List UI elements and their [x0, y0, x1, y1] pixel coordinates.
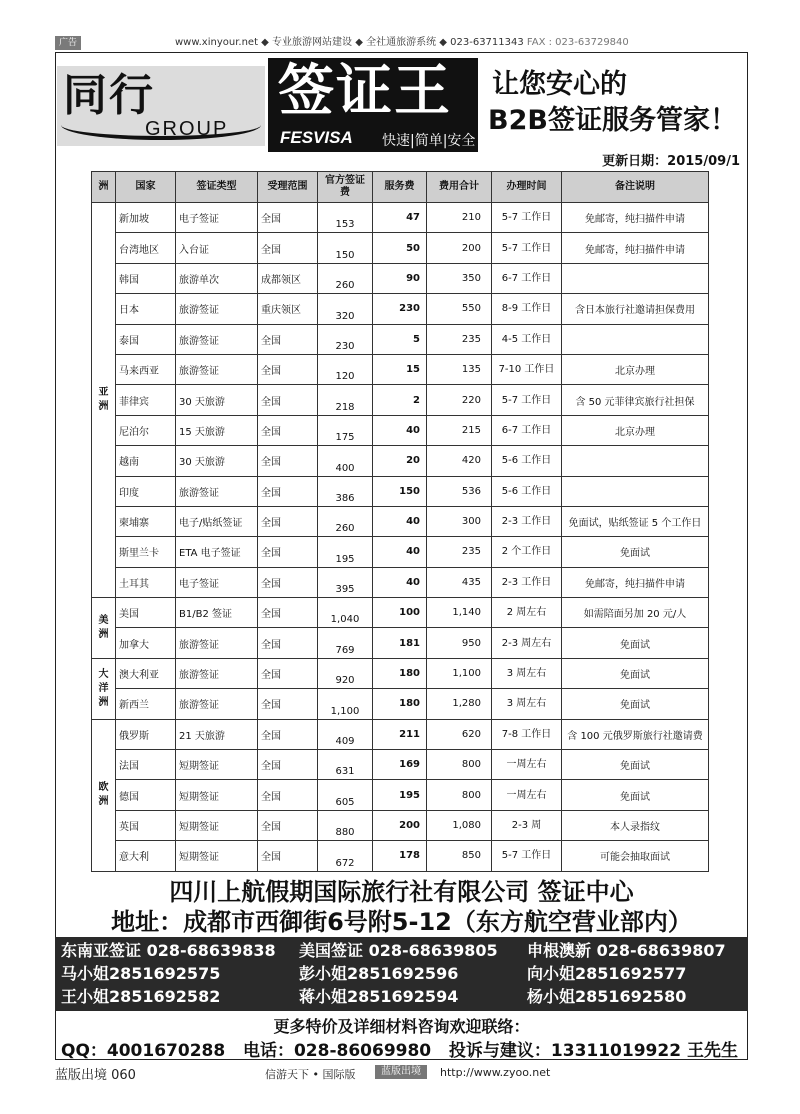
- cell-country: 法国: [116, 750, 176, 780]
- cell-notes: 北京办理: [562, 354, 709, 384]
- cell-total: 215: [427, 415, 492, 445]
- table-row: [92, 719, 709, 749]
- cell-official-fee: 175: [318, 415, 373, 445]
- cell-country: 越南: [116, 446, 176, 476]
- top-line-text: www.xinyour.net ◆ 专业旅游网站建设 ◆ 全社通旅游系统 ◆ 023-63711343: [175, 37, 524, 48]
- cell-service-fee: 169: [373, 750, 427, 780]
- cell-total: 220: [427, 385, 492, 415]
- page-number: 蓝版出境 060: [55, 1068, 136, 1083]
- cell-notes: [562, 476, 709, 506]
- cell-processing-time: 6-7 工作日: [492, 263, 562, 293]
- cell-total: 350: [427, 263, 492, 293]
- cell-official-fee: 769: [318, 628, 373, 658]
- footer-contact: [55, 1012, 748, 1060]
- cell-service-fee: 40: [373, 567, 427, 597]
- table-row: [92, 415, 709, 445]
- cell-visa-type: 电子签证: [176, 567, 258, 597]
- cell-total: 850: [427, 841, 492, 871]
- cell-processing-time: 2 周左右: [492, 598, 562, 628]
- cell-official-fee: 672: [318, 841, 373, 871]
- contact-person: 马小姐2851692575: [61, 964, 221, 983]
- footer-publication: 信游天下 • 国际版: [265, 1068, 356, 1081]
- cell-country: 马来西亚: [116, 354, 176, 384]
- cell-service-fee: 180: [373, 658, 427, 688]
- cell-notes: 含 50 元菲律宾旅行社担保: [562, 385, 709, 415]
- cell-notes: 本人录指纹: [562, 810, 709, 840]
- header-service-fee: 服务费: [373, 172, 427, 203]
- cell-notes: 免面试: [562, 537, 709, 567]
- cell-notes: 免邮寄，纯扫描件申请: [562, 567, 709, 597]
- cell-processing-time: 6-7 工作日: [492, 415, 562, 445]
- cell-total: 435: [427, 567, 492, 597]
- cell-processing-time: 一周左右: [492, 780, 562, 810]
- ad-label: 广告: [55, 36, 81, 50]
- cell-service-fee: 15: [373, 354, 427, 384]
- brand-title: 签证王: [278, 59, 452, 124]
- cell-official-fee: 150: [318, 233, 373, 263]
- cell-official-fee: 320: [318, 294, 373, 324]
- cell-country: 尼泊尔: [116, 415, 176, 445]
- cell-scope: 全国: [258, 750, 318, 780]
- header-total: 费用合计: [427, 172, 492, 203]
- table-row: [92, 567, 709, 597]
- cell-service-fee: 100: [373, 598, 427, 628]
- cell-total: 210: [427, 203, 492, 233]
- cell-scope: 全国: [258, 810, 318, 840]
- cell-processing-time: 5-6 工作日: [492, 476, 562, 506]
- cell-visa-type: ETA 电子签证: [176, 537, 258, 567]
- cell-service-fee: 2: [373, 385, 427, 415]
- cell-official-fee: 260: [318, 263, 373, 293]
- cell-service-fee: 5: [373, 324, 427, 354]
- cell-processing-time: 5-7 工作日: [492, 233, 562, 263]
- cell-service-fee: 40: [373, 506, 427, 536]
- cell-scope: 全国: [258, 719, 318, 749]
- cell-country: 泰国: [116, 324, 176, 354]
- cell-country: 意大利: [116, 841, 176, 871]
- cell-visa-type: 旅游签证: [176, 658, 258, 688]
- continent-cell: 亚 洲: [92, 203, 116, 598]
- cell-processing-time: 5-7 工作日: [492, 203, 562, 233]
- cell-country: 印度: [116, 476, 176, 506]
- cell-official-fee: 195: [318, 537, 373, 567]
- slogan-line-1: 让您安心的: [492, 69, 627, 100]
- footer-section-badge: 蓝版出境: [375, 1065, 427, 1079]
- table-row: [92, 628, 709, 658]
- cell-official-fee: 880: [318, 810, 373, 840]
- cell-visa-type: 30 天旅游: [176, 385, 258, 415]
- cell-visa-type: 电子签证: [176, 203, 258, 233]
- cell-official-fee: 386: [318, 476, 373, 506]
- cell-total: 200: [427, 233, 492, 263]
- cell-notes: 含日本旅行社邀请担保费用: [562, 294, 709, 324]
- cell-service-fee: 230: [373, 294, 427, 324]
- footer-qq: QQ：4001670288: [61, 1041, 226, 1061]
- cell-scope: 全国: [258, 324, 318, 354]
- cell-service-fee: 211: [373, 719, 427, 749]
- table-row: [92, 233, 709, 263]
- table-row: [92, 537, 709, 567]
- header-processing-time: 办理时间: [492, 172, 562, 203]
- cell-service-fee: 20: [373, 446, 427, 476]
- cell-country: 加拿大: [116, 628, 176, 658]
- page-footer: [55, 1064, 748, 1082]
- table-row: [92, 658, 709, 688]
- cell-visa-type: 15 天旅游: [176, 415, 258, 445]
- cell-processing-time: 2-3 周左右: [492, 628, 562, 658]
- top-contact-line: [175, 36, 629, 50]
- cell-visa-type: 入台证: [176, 233, 258, 263]
- company-address: 地址：成都市西御街6号附5-12（东方航空营业部内）: [111, 908, 692, 936]
- table-row: [92, 354, 709, 384]
- contact-person: 王小姐2851692582: [61, 987, 221, 1006]
- cell-scope: 全国: [258, 598, 318, 628]
- cell-scope: 全国: [258, 203, 318, 233]
- cell-total: 235: [427, 324, 492, 354]
- cell-scope: 全国: [258, 446, 318, 476]
- footer-url: http://www.zyoo.net: [440, 1066, 551, 1079]
- cell-visa-type: 旅游签证: [176, 324, 258, 354]
- cell-visa-type: 21 天旅游: [176, 719, 258, 749]
- cell-processing-time: 2 个工作日: [492, 537, 562, 567]
- cell-total: 135: [427, 354, 492, 384]
- table-row: [92, 263, 709, 293]
- cell-total: 1,140: [427, 598, 492, 628]
- continent-cell: 欧 洲: [92, 719, 116, 871]
- cell-country: 柬埔寨: [116, 506, 176, 536]
- contact-usa: 美国签证 028-68639805: [299, 941, 498, 960]
- cell-service-fee: 40: [373, 415, 427, 445]
- cell-official-fee: 120: [318, 354, 373, 384]
- cell-official-fee: 1,100: [318, 689, 373, 719]
- contact-person: 向小姐2851692577: [527, 964, 687, 983]
- cell-processing-time: 5-7 工作日: [492, 385, 562, 415]
- cell-notes: [562, 446, 709, 476]
- footer-complaint: 投诉与建议：13311019922 王先生: [448, 1041, 738, 1061]
- cell-service-fee: 150: [373, 476, 427, 506]
- cell-total: 1,100: [427, 658, 492, 688]
- table-row: [92, 689, 709, 719]
- cell-processing-time: 5-6 工作日: [492, 446, 562, 476]
- cell-processing-time: 3 周左右: [492, 689, 562, 719]
- cell-visa-type: 旅游签证: [176, 476, 258, 506]
- cell-notes: 含 100 元俄罗斯旅行社邀请费: [562, 719, 709, 749]
- table-row: [92, 446, 709, 476]
- cell-country: 日本: [116, 294, 176, 324]
- cell-service-fee: 200: [373, 810, 427, 840]
- cell-country: 新加坡: [116, 203, 176, 233]
- cell-notes: 免邮寄，纯扫描件申请: [562, 203, 709, 233]
- slogan-line-2: B2B签证服务管家！: [488, 105, 737, 136]
- cell-visa-type: 旅游签证: [176, 628, 258, 658]
- cell-country: 土耳其: [116, 567, 176, 597]
- table-row: [92, 476, 709, 506]
- cell-official-fee: 230: [318, 324, 373, 354]
- cell-visa-type: 旅游签证: [176, 689, 258, 719]
- cell-total: 1,080: [427, 810, 492, 840]
- cell-visa-type: B1/B2 签证: [176, 598, 258, 628]
- footer-line: [61, 1036, 738, 1061]
- cell-scope: 全国: [258, 537, 318, 567]
- cell-service-fee: 40: [373, 537, 427, 567]
- cell-country: 美国: [116, 598, 176, 628]
- cell-official-fee: 1,040: [318, 598, 373, 628]
- cell-scope: 全国: [258, 841, 318, 871]
- table-row: [92, 203, 709, 233]
- cell-service-fee: 195: [373, 780, 427, 810]
- cell-visa-type: 短期签证: [176, 750, 258, 780]
- contact-schengen: 申根澳新 028-68639807: [527, 941, 726, 960]
- cell-notes: 免邮寄，纯扫描件申请: [562, 233, 709, 263]
- company-name: 四川上航假期国际旅行社有限公司 签证中心: [169, 878, 634, 906]
- cell-country: 澳大利亚: [116, 658, 176, 688]
- cell-visa-type: 旅游签证: [176, 354, 258, 384]
- cell-total: 800: [427, 780, 492, 810]
- cell-processing-time: 2-3 周: [492, 810, 562, 840]
- header-notes: 备注说明: [562, 172, 709, 203]
- update-date: 更新日期：2015/09/1: [602, 154, 740, 169]
- cell-official-fee: 395: [318, 567, 373, 597]
- cell-total: 620: [427, 719, 492, 749]
- cell-total: 800: [427, 750, 492, 780]
- cell-processing-time: 2-3 工作日: [492, 506, 562, 536]
- table-row: [92, 598, 709, 628]
- cell-country: 俄罗斯: [116, 719, 176, 749]
- cell-total: 550: [427, 294, 492, 324]
- cell-official-fee: 400: [318, 446, 373, 476]
- table-header-row: [92, 172, 709, 203]
- header-continent: 洲: [92, 172, 116, 203]
- cell-official-fee: 218: [318, 385, 373, 415]
- cell-scope: 全国: [258, 567, 318, 597]
- contact-person: 蒋小姐2851692594: [299, 987, 459, 1006]
- cell-scope: 全国: [258, 628, 318, 658]
- cell-scope: 全国: [258, 689, 318, 719]
- cell-visa-type: 短期签证: [176, 780, 258, 810]
- header-official-fee: 官方签证费: [318, 172, 373, 203]
- cell-service-fee: 90: [373, 263, 427, 293]
- brand-tagline: 快速|简单|安全: [382, 133, 476, 149]
- cell-official-fee: 153: [318, 203, 373, 233]
- cell-total: 1,280: [427, 689, 492, 719]
- table-row: [92, 750, 709, 780]
- header-country: 国家: [116, 172, 176, 203]
- cell-scope: 全国: [258, 385, 318, 415]
- header-visa-type: 签证类型: [176, 172, 258, 203]
- table-row: [92, 385, 709, 415]
- cell-country: 菲律宾: [116, 385, 176, 415]
- table-row: [92, 294, 709, 324]
- cell-processing-time: 一周左右: [492, 750, 562, 780]
- cell-visa-type: 短期签证: [176, 841, 258, 871]
- cell-scope: 全国: [258, 415, 318, 445]
- cell-scope: 全国: [258, 506, 318, 536]
- logo-group-text: GROUP: [145, 118, 229, 140]
- cell-scope: 重庆领区: [258, 294, 318, 324]
- cell-country: 英国: [116, 810, 176, 840]
- cell-total: 950: [427, 628, 492, 658]
- contact-person: 杨小姐2851692580: [527, 987, 687, 1006]
- cell-processing-time: 4-5 工作日: [492, 324, 562, 354]
- cell-official-fee: 409: [318, 719, 373, 749]
- cell-scope: 成都领区: [258, 263, 318, 293]
- cell-notes: [562, 324, 709, 354]
- cell-notes: 免面试，贴纸签证 5 个工作日: [562, 506, 709, 536]
- cell-visa-type: 30 天旅游: [176, 446, 258, 476]
- cell-service-fee: 181: [373, 628, 427, 658]
- cell-notes: [562, 263, 709, 293]
- cell-notes: 北京办理: [562, 415, 709, 445]
- table-row: [92, 810, 709, 840]
- cell-total: 235: [427, 537, 492, 567]
- cell-scope: 全国: [258, 476, 318, 506]
- cell-processing-time: 7-8 工作日: [492, 719, 562, 749]
- cell-visa-type: 短期签证: [176, 810, 258, 840]
- cell-scope: 全国: [258, 233, 318, 263]
- continent-cell: 美 洲: [92, 598, 116, 659]
- cell-service-fee: 180: [373, 689, 427, 719]
- cell-notes: 免面试: [562, 658, 709, 688]
- cell-service-fee: 50: [373, 233, 427, 263]
- cell-official-fee: 920: [318, 658, 373, 688]
- contact-person: 彭小姐2851692596: [299, 964, 459, 983]
- cell-official-fee: 605: [318, 780, 373, 810]
- cell-processing-time: 5-7 工作日: [492, 841, 562, 871]
- cell-processing-time: 2-3 工作日: [492, 567, 562, 597]
- cell-service-fee: 178: [373, 841, 427, 871]
- cell-official-fee: 631: [318, 750, 373, 780]
- cell-processing-time: 3 周左右: [492, 658, 562, 688]
- cell-notes: 免面试: [562, 750, 709, 780]
- cell-notes: 免面试: [562, 780, 709, 810]
- visa-price-table: [91, 171, 709, 872]
- cell-visa-type: 旅游单次: [176, 263, 258, 293]
- cell-notes: 可能会抽取面试: [562, 841, 709, 871]
- contacts-panel: [55, 937, 748, 1011]
- table-row: [92, 324, 709, 354]
- cell-country: 台湾地区: [116, 233, 176, 263]
- header-scope: 受理范围: [258, 172, 318, 203]
- cell-processing-time: 8-9 工作日: [492, 294, 562, 324]
- top-bar: [55, 36, 748, 52]
- cell-notes: 如需陪面另加 20 元/人: [562, 598, 709, 628]
- table-row: [92, 506, 709, 536]
- cell-scope: 全国: [258, 780, 318, 810]
- group-logo: [57, 66, 265, 146]
- cell-total: 420: [427, 446, 492, 476]
- table-row: [92, 841, 709, 871]
- cell-total: 300: [427, 506, 492, 536]
- cell-official-fee: 260: [318, 506, 373, 536]
- cell-country: 韩国: [116, 263, 176, 293]
- cell-processing-time: 7-10 工作日: [492, 354, 562, 384]
- logo-mark: 同行: [63, 70, 155, 121]
- cell-service-fee: 47: [373, 203, 427, 233]
- contact-southeast-asia: 东南亚签证 028-68639838: [61, 941, 276, 960]
- table-row: [92, 780, 709, 810]
- continent-cell: 大 洋 洲: [92, 658, 116, 719]
- visa-king-brand: [268, 58, 478, 152]
- cell-country: 新西兰: [116, 689, 176, 719]
- cell-country: 德国: [116, 780, 176, 810]
- cell-visa-type: 旅游签证: [176, 294, 258, 324]
- cell-notes: 免面试: [562, 628, 709, 658]
- cell-total: 536: [427, 476, 492, 506]
- cell-notes: 免面试: [562, 689, 709, 719]
- footer-invite: 更多特价及详细材料咨询欢迎联络：: [273, 1017, 530, 1036]
- cell-visa-type: 电子/贴纸签证: [176, 506, 258, 536]
- cell-country: 斯里兰卡: [116, 537, 176, 567]
- cell-scope: 全国: [258, 354, 318, 384]
- brand-en: FESVISA: [280, 128, 353, 147]
- fax-text: FAX : 023-63729840: [526, 37, 629, 48]
- cell-scope: 全国: [258, 658, 318, 688]
- footer-tel: 电话：028-86069980: [242, 1041, 432, 1061]
